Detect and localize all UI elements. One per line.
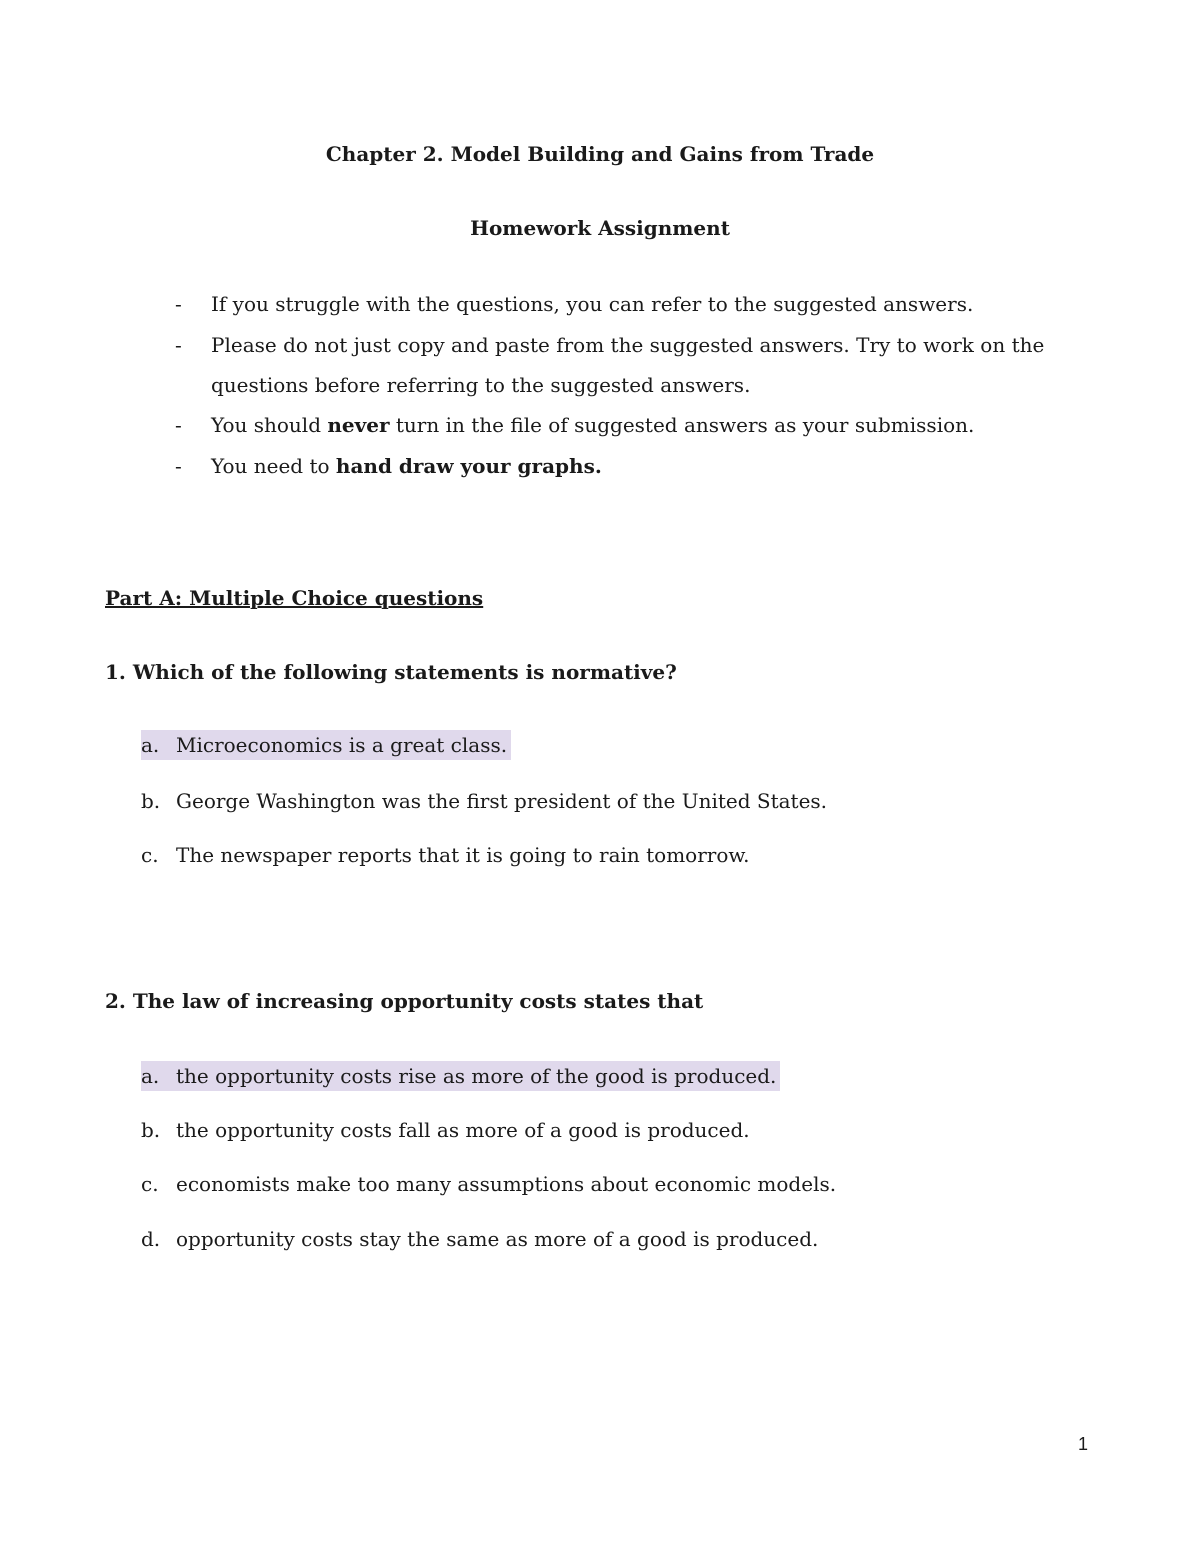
part-a-heading: Part A: Multiple Choice questions: [105, 586, 484, 610]
instruction-text: [211, 446, 1095, 486]
bullet-dash: -: [175, 333, 182, 357]
instruction-item: [175, 405, 1095, 445]
choice-text: The newspaper reports that it is going to rain tomorrow.: [176, 843, 750, 867]
choice-text: George Washington was the first president of the United States.: [176, 789, 828, 813]
choice-letter: d.: [141, 1227, 161, 1251]
choice-letter: c.: [141, 1172, 159, 1196]
bullet-dash: -: [175, 292, 182, 316]
bullet-dash: -: [175, 413, 182, 437]
instruction-item: [175, 284, 1095, 324]
bullet-dash: -: [175, 454, 182, 478]
question-2-choice-d: [141, 1224, 822, 1254]
question-2-choice-a: [141, 1061, 780, 1091]
instruction-text: Please do not just copy and paste from the suggested answers. Try to work on the questions before referring to the suggested answers.: [211, 333, 1045, 397]
document-title: Chapter 2. Model Building and Gains from Trade: [325, 142, 875, 166]
question-1-prompt: 1. Which of the following statements is normative?: [105, 660, 677, 684]
instruction-text-after: turn in the file of suggested answers as your submission.: [389, 413, 975, 437]
question-2-choice-b: [141, 1115, 754, 1145]
instruction-text-before: You need to: [211, 454, 336, 478]
instruction-item: [175, 325, 1095, 405]
instruction-text-before: You should: [211, 413, 328, 437]
choice-letter: a.: [141, 733, 160, 757]
choice-letter: b.: [141, 789, 161, 813]
instruction-text-bold: never: [327, 413, 390, 437]
choice-text: the opportunity costs rise as more of the good is produced.: [176, 1064, 777, 1088]
question-2-choice-c: [141, 1169, 840, 1199]
choice-letter: a.: [141, 1064, 160, 1088]
question-2-prompt: 2. The law of increasing opportunity costs states that: [105, 989, 704, 1013]
question-1-choice-c: [141, 840, 754, 870]
question-1-choice-a: [141, 730, 511, 760]
choice-text: the opportunity costs fall as more of a good is produced.: [176, 1118, 750, 1142]
instruction-item: [175, 446, 1095, 486]
choice-text: opportunity costs stay the same as more of a good is produced.: [176, 1227, 819, 1251]
question-1-choice-b: [141, 786, 831, 816]
page-number: 1: [1078, 1434, 1089, 1454]
instruction-text: [211, 405, 1095, 445]
choice-text: economists make too many assumptions about economic models.: [176, 1172, 837, 1196]
instruction-text: If you struggle with the questions, you can refer to the suggested answers.: [211, 292, 974, 316]
document-subtitle: Homework Assignment: [470, 216, 730, 240]
choice-letter: c.: [141, 843, 159, 867]
choice-text: Microeconomics is a great class.: [176, 733, 508, 757]
choice-letter: b.: [141, 1118, 161, 1142]
instruction-text-bold: hand draw your graphs.: [335, 454, 602, 478]
